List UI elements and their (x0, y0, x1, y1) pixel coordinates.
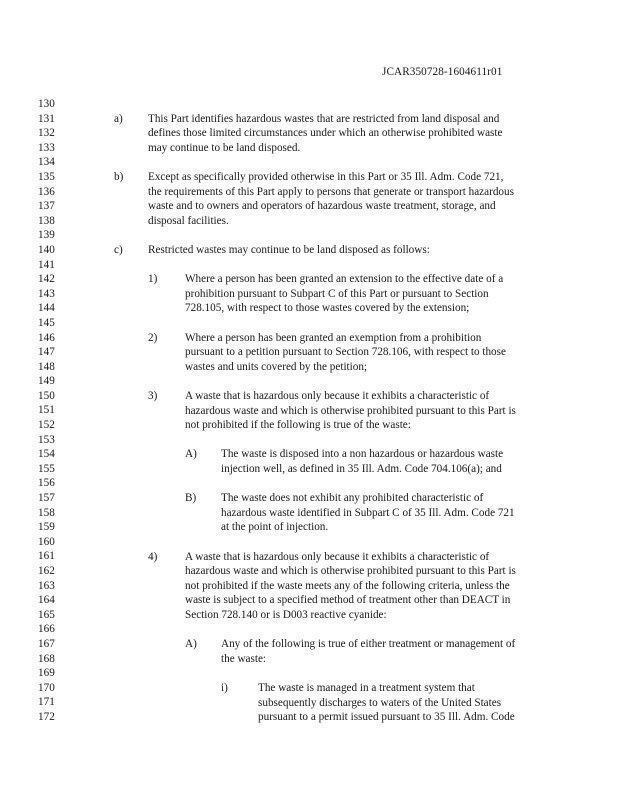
text-line: The waste does not exhibit any prohibited characteristic of (221, 492, 484, 505)
text-line: Section 728.140 or is D003 reactive cyanide: (185, 608, 387, 621)
line-number: 168 (38, 652, 55, 665)
text-line: This Part identifies hazardous wastes that are restricted from land disposal and (148, 112, 500, 125)
item-3A-text (221, 447, 503, 476)
text-line: Where a person has been granted an exemption from a prohibition (185, 331, 482, 344)
line-number: 171 (38, 696, 55, 709)
line-number: 162 (38, 565, 55, 577)
line-number: 136 (38, 185, 55, 198)
text-line: hazardous waste identified in Subpart C of 35 Ill. Adm. Code 721 (221, 506, 515, 519)
text-line: Any of the following is true of either treatment or management of (221, 638, 516, 651)
item-2-label: 2) (148, 331, 158, 344)
line-number: 138 (38, 214, 55, 227)
text-line: The waste is disposed into a non hazardous or hazardous waste (221, 448, 504, 461)
line-number: 163 (38, 579, 55, 592)
item-4A-label: A) (185, 638, 197, 651)
line-number: 165 (38, 608, 55, 621)
line-number: 144 (38, 302, 55, 315)
text-line: not prohibited if the waste meets any of the following criteria, unless the (185, 579, 510, 592)
section-a-text (148, 112, 502, 156)
text-line: disposal facilities. (148, 214, 229, 227)
text-line: prohibition pursuant to Subpart C of this Part or pursuant to Section (185, 287, 489, 300)
line-number: 150 (38, 389, 55, 402)
text-line: wastes and units covered by the petition; (185, 360, 368, 373)
text-line: waste and to owners and operators of hazardous waste treatment, storage, and (148, 200, 496, 213)
item-3-label: 3) (148, 390, 158, 402)
line-number: 135 (38, 170, 55, 183)
text-line: hazardous waste and which is otherwise prohibited pursuant to this Part is (185, 565, 516, 578)
line-number: 137 (38, 200, 55, 213)
line-number: 158 (38, 506, 55, 519)
line-number: 134 (38, 156, 55, 169)
line-number: 159 (38, 521, 55, 534)
line-number: 169 (38, 667, 55, 680)
text-line: pursuant to a petition pursuant to Section 728.106, with respect to those (185, 346, 506, 359)
line-number: 157 (38, 492, 55, 505)
item-2-text (185, 331, 506, 375)
line-number: 166 (38, 623, 55, 636)
item-3B-label: B) (185, 492, 197, 505)
line-number: 154 (38, 448, 55, 461)
line-number: 164 (38, 594, 55, 607)
line-number: 152 (38, 419, 55, 432)
line-number: 160 (38, 535, 55, 548)
text-line: at the point of injection. (221, 521, 329, 534)
item-1-text (185, 272, 503, 316)
line-number: 161 (38, 550, 55, 563)
text-line: Where a person has been granted an extension to the effective date of a (185, 273, 504, 286)
line-number: 132 (38, 127, 55, 140)
text-line: not prohibited if the following is true of the waste: (185, 419, 411, 432)
line-number: 142 (38, 273, 55, 286)
text-line: injection well, as defined in 35 Ill. Adm. Code 704.106(a); and (221, 462, 502, 475)
section-a-label: a) (114, 112, 123, 125)
line-number: 143 (38, 287, 55, 300)
line-number: 151 (38, 404, 55, 417)
text-line: A waste that is hazardous only because it exhibits a characteristic of (185, 550, 490, 563)
line-number: 139 (38, 229, 55, 242)
item-4A-text (221, 637, 515, 666)
line-number: 145 (38, 316, 55, 329)
line-number: 153 (38, 433, 55, 446)
line-number: 149 (38, 375, 55, 388)
line-number: 141 (38, 258, 55, 271)
item-1-label: 1) (148, 273, 158, 286)
line-number: 130 (38, 98, 55, 110)
line-number-column (38, 97, 68, 725)
line-number: 131 (38, 112, 55, 125)
item-3-text (185, 389, 516, 433)
line-number: 167 (38, 637, 55, 650)
line-number: 155 (38, 462, 55, 475)
text-line: defines those limited circumstances under which an otherwise prohibited waste (148, 127, 503, 140)
section-b-label: b) (114, 171, 124, 183)
text-line: 728.105, with respect to those wastes covered by the extension; (185, 302, 470, 315)
text-line: Restricted wastes may continue to be land disposed as follows: (148, 244, 430, 256)
line-number: 156 (38, 477, 55, 490)
item-4Ai-label: i) (221, 682, 228, 694)
text-line: may continue to be land disposed. (148, 141, 301, 154)
text-line: waste is subject to a specified method of treatment other than DEACT in (185, 594, 511, 607)
text-line: Except as specifically provided otherwise in this Part or 35 Ill. Adm. Code 721, (148, 171, 504, 183)
section-b-text (148, 170, 514, 228)
line-number: 140 (38, 243, 55, 256)
text-line: subsequently discharges to waters of the United States (258, 696, 502, 709)
text-line: the requirements of this Part apply to persons that generate or transport hazardous (148, 185, 514, 198)
line-number: 133 (38, 141, 55, 154)
item-4Ai-text (258, 681, 515, 725)
item-3B-text (221, 491, 515, 535)
text-line: A waste that is hazardous only because it exhibits a characteristic of (185, 390, 490, 402)
text-line: pursuant to a permit issued pursuant to 35 Ill. Adm. Code (258, 711, 515, 724)
line-number: 172 (38, 710, 55, 723)
document-id: JCAR350728-1604611r01 (382, 66, 503, 78)
text-line: the waste: (221, 652, 267, 665)
line-number: 170 (38, 681, 55, 694)
text-line: hazardous waste and which is otherwise prohibited pursuant to this Part is (185, 404, 516, 417)
item-3A-label: A) (185, 448, 197, 461)
section-c-text (148, 243, 430, 258)
text-line: The waste is managed in a treatment system that (258, 682, 475, 694)
section-c-label: c) (114, 244, 123, 256)
item-4-label: 4) (148, 550, 158, 563)
line-number: 148 (38, 360, 55, 373)
line-number: 147 (38, 346, 55, 359)
line-number: 146 (38, 331, 55, 344)
item-4-text (185, 550, 516, 623)
